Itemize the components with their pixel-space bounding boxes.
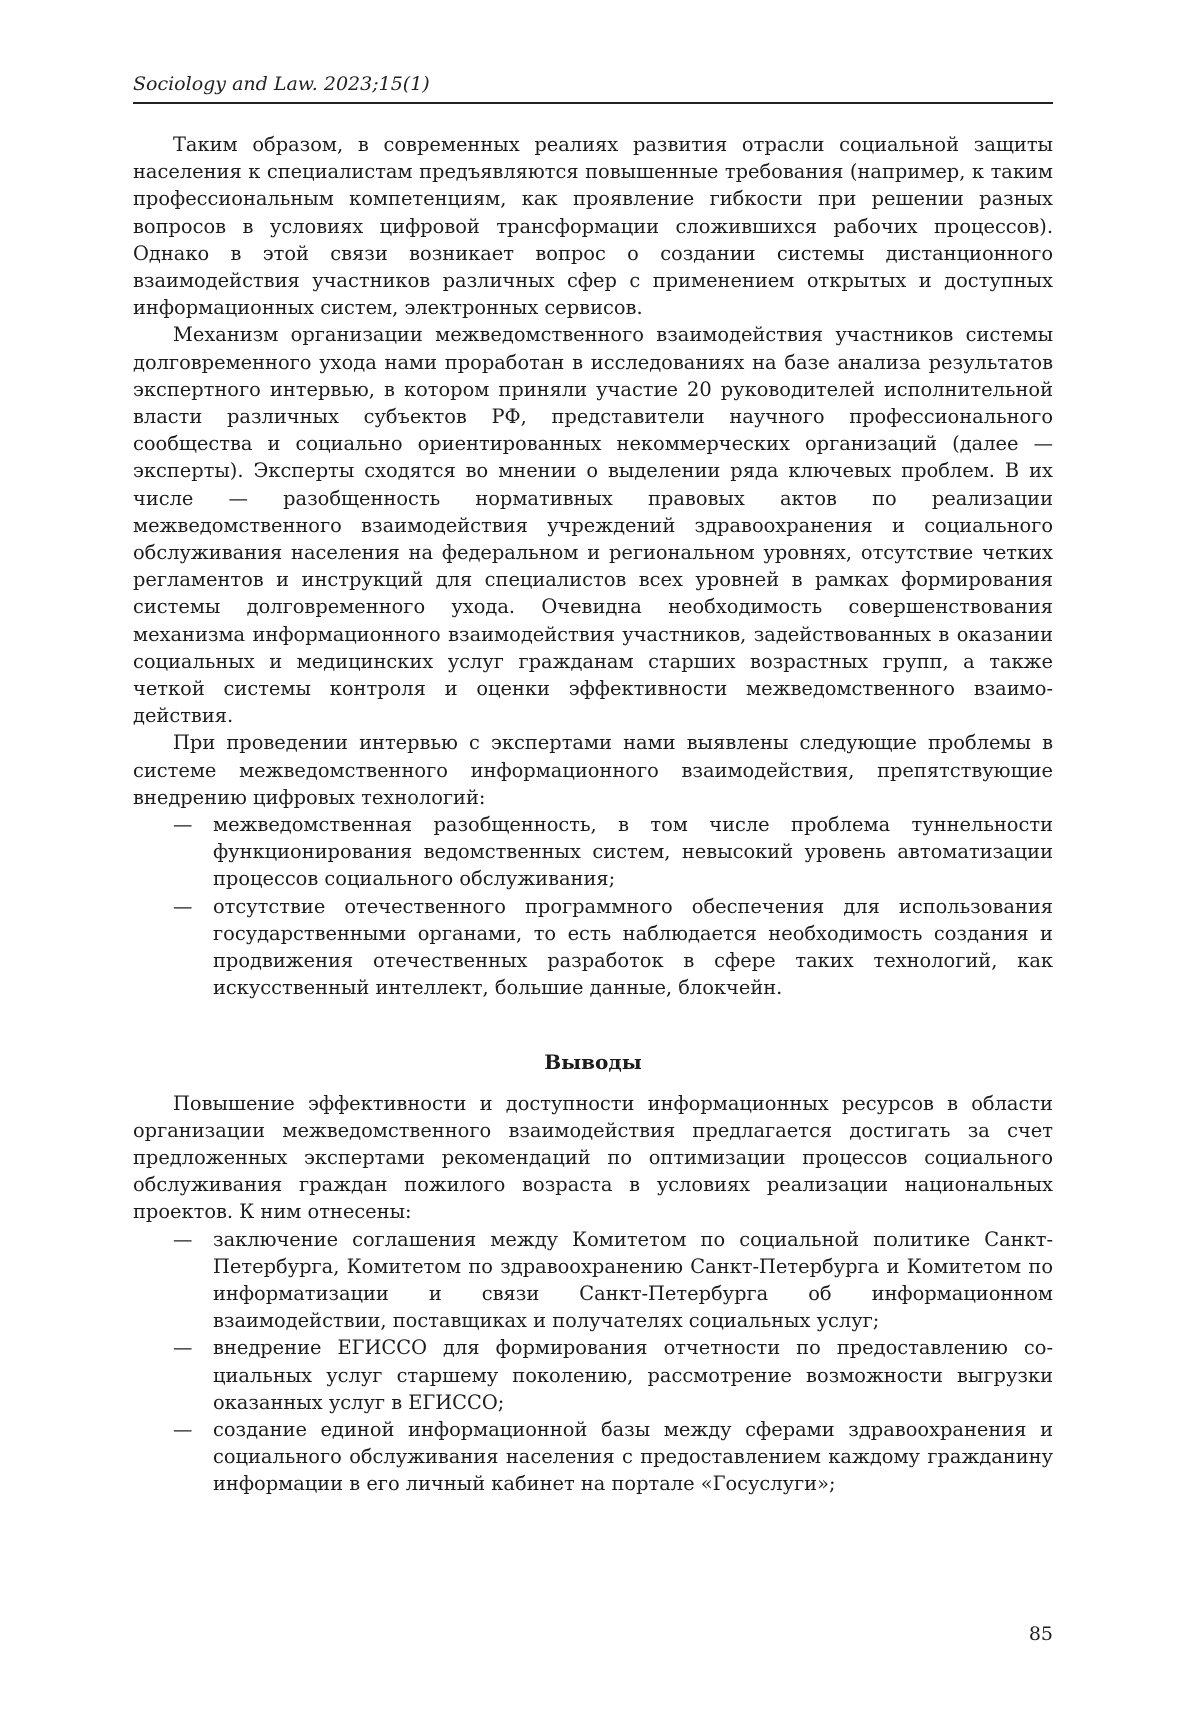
list-item — [133, 811, 1053, 893]
list-item-text: межведомственная разобщенность, в том числе проблема туннельности функционирования ведомственных систем, невысокий уровень автоматизации процессов социального обслуживания; — [213, 813, 1053, 891]
dash-marker: — — [173, 813, 193, 837]
list-item — [133, 1416, 1053, 1498]
dash-marker: — — [173, 1227, 193, 1251]
list-item — [133, 893, 1053, 1002]
paragraph-3: При проведении интервью с экспертами нами выявлены следующие проблемы в системе межведомственного информационного взаимодействия, препятствующие внедрению цифровых технологий: — [133, 731, 1053, 809]
running-header: Sociology and Law. 2023;15(1) — [133, 72, 1053, 104]
list-item-text: заключение соглашения между Комитетом по социальной политике Санкт-Петербурга, Комитетом по здравоохранению Санкт-Петербурга и Комитетом по информатизации и связи Санкт-Петербурга об информационном взаимодействии, поставщиках и получателях социальных услуг; — [213, 1227, 1053, 1333]
article-body — [133, 131, 1053, 1498]
list-item-text: создание единой информационной базы между сферами здравоохранения и социального обслуживания населения с предоставлением каждому гражданину информации в его личный кабинет на портале «Госуслуги»; — [213, 1417, 1053, 1496]
recommendations-list — [133, 1226, 1053, 1498]
list-item-text: внедрение ЕГИССО для формирования отчетности по предоставлению социальных услуг старшему поколению, рассмотрение возможности выгрузки оказанных услуг в ЕГИССО; — [213, 1336, 1053, 1414]
dash-marker: — — [173, 1417, 193, 1441]
conclusions-intro: Повышение эффективности и доступности информационных ресурсов в области организации межведомственного взаимодействия предлагается достигать за счет предложенных экспертами рекомендаций по оптимизации процессов социального обслуживания граждан пожилого возраста в условиях реализации национальных проектов. К ним отнесены: — [133, 1091, 1053, 1224]
paragraph-1: Таким образом, в современных реалиях развития отрасли социальной защиты населения к специалистам предъявляются повышенные требования (например, к таким профессиональным компетенциям, как проявление гибкости при решении разных вопросов в условиях цифровой трансформации сложившихся рабочих процессов). Однако в этой связи возникает вопрос о создании системы дистанционного взаимодействия участников различных сфер с применением открытых и доступных информационных систем, электронных сервисов. — [133, 133, 1053, 320]
list-item — [133, 1334, 1053, 1416]
list-item-text: отсутствие отечественного программного обеспечения для использования государственными органами, то есть наблюдается необходимость создания и продвижения отечественных разработок в сфере таких технологий, как искусственный интеллект, большие данные, блокчейн. — [213, 894, 1053, 1000]
dash-marker: — — [173, 894, 193, 918]
dash-marker: — — [173, 1336, 193, 1360]
list-item — [133, 1226, 1053, 1335]
problems-list — [133, 811, 1053, 1001]
paragraph-2: Механизм организации межведомственного взаимодействия участников системы долговременного ухода нами проработан в исследованиях на базе анализа результатов экспертного интервью, в котором приняли участие 20 руководителей исполнительной власти различных субъектов РФ, представители научного профессионального сообщества и социально ориентированных некоммерческих организаций (далее — эксперты). Эксперты сходятся во мнении о выделении ряда ключевых проблем. В их числе — разобщенность нормативных правовых актов по реализации межведомственного взаимодействия учреждений здравоохранения и социального обслуживания населения на федеральном и региональном уровнях, отсутствие четких регламентов и инструкций для специалистов всех уровней в рамках формирования системы долговременного ухода. Очевидна необходимость совершенствования механизма информационного взаимодействия участников, задействованных в оказании социальных и медицинских услуг гражданам старших возрастных групп, а также четкой системы контроля и оценки эффективности межведомственного взаимодействия. — [133, 323, 1053, 728]
page — [133, 72, 1053, 1498]
page-number: 85 — [1028, 1623, 1053, 1645]
section-heading-conclusions: Выводы — [544, 1049, 642, 1074]
